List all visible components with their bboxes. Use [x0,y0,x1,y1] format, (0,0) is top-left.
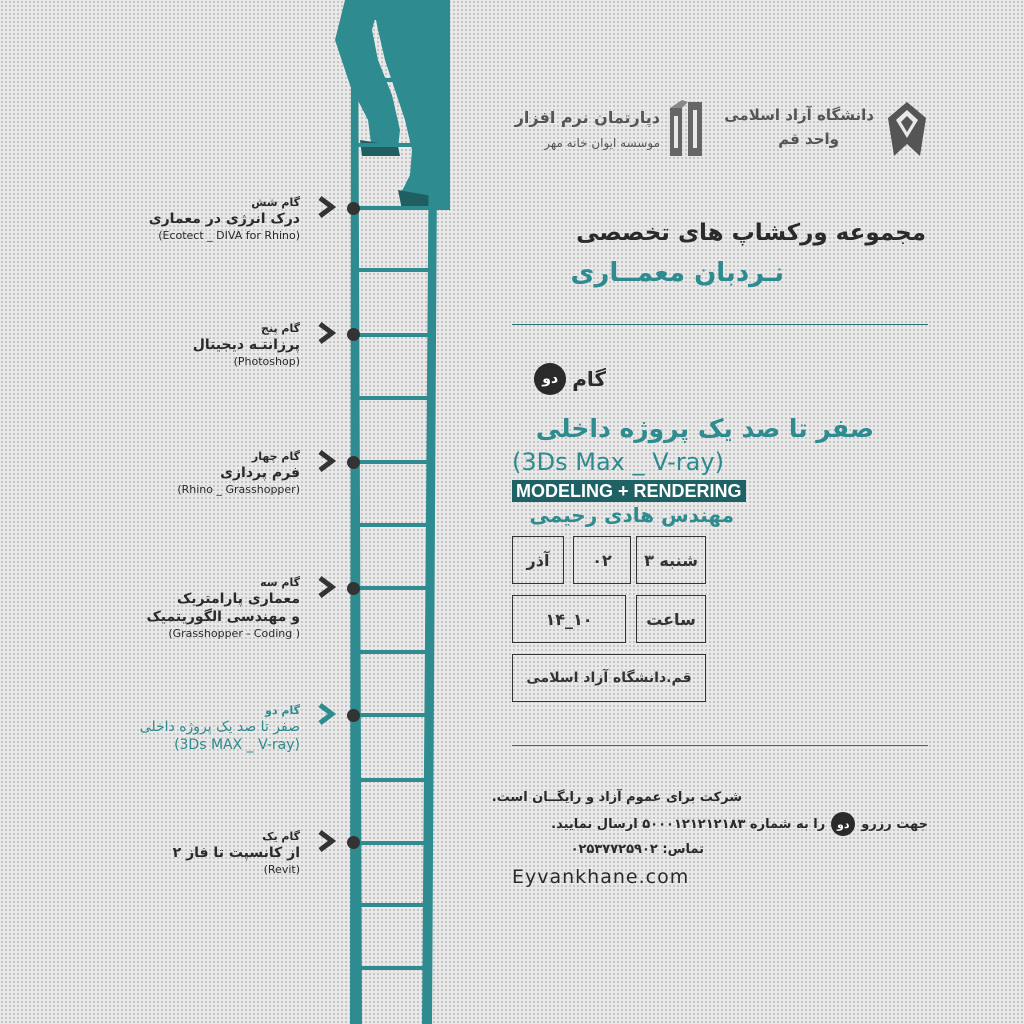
step-one [40,830,300,878]
step-software: (Revit) [263,863,300,876]
step-title: پرزانتـه دیجیتال [192,337,300,353]
divider [512,745,928,746]
chevron-right-icon [318,196,336,218]
software-dept-name: دپارتمان نرم افزار [514,108,660,127]
step-six [40,196,300,244]
step-software: (Ecotect _ DIVA for Rhino) [158,229,300,242]
software-dept-logo-icon [668,98,704,158]
chevron-right-icon [318,830,336,852]
step-software: (Grasshopper - Coding ) [168,627,300,640]
step-marker-dot [347,709,360,722]
step-four [40,450,300,498]
website-link[interactable]: Eyvankhane.com [512,866,690,888]
date-weekday: ۳ شنبه [636,536,706,584]
instructor-name: مهندس هادی رحیمی [529,503,734,527]
step-title: درک انرژی در معماری [148,211,300,227]
step-software: (Photoshop) [233,355,300,368]
azad-university-logo-icon [886,100,928,158]
location: قم.دانشگاه آزاد اسلامی [512,654,706,702]
step-marker-dot [347,456,360,469]
chevron-right-icon [318,703,336,725]
reserve-prefix: جهت رزرو [861,816,928,832]
series-name: نـردبان معمــاری [570,258,784,288]
date-day: ۰۲ [573,536,631,584]
step-title-line2: و مهندسی الگوریتمیک [146,609,300,625]
step-label: گام چهار [251,450,300,463]
divider [512,324,928,325]
step-software: (Rhino _ Grasshopper) [177,483,300,496]
azad-university-name: دانشگاه آزاد اسلامی [724,106,874,124]
step-marker-dot [347,202,360,215]
series-title: مجموعه ورکشاپ های تخصصی [576,220,926,246]
workshop-title: صفر تا صد یک پروژه داخلی [535,414,874,443]
institute-name: موسسه ایوان خانه مهر [544,136,660,150]
chevron-right-icon [318,576,336,598]
step-marker-dot [347,836,360,849]
free-note: شرکت برای عموم آزاد و رایگــان است. [491,790,742,805]
step-badge-number: دو [534,363,566,395]
step-marker-dot [347,328,360,341]
step-title: فرم پردازی [220,465,300,481]
step-five [40,322,300,370]
reserve-code: دو [831,812,855,836]
chevron-right-icon [318,322,336,344]
step-label: گام دو [265,704,300,717]
step-title: صفر تا صد یک پروژه داخلی [139,719,300,735]
step-label: گام سه [260,576,300,589]
step-software: (3Ds MAX _ V-ray) [174,737,300,753]
step-marker-dot [347,582,360,595]
time-value: ۱۴_۱۰ [512,595,626,643]
step-title: معماری پارامتریک [176,591,300,607]
step-three [40,576,300,642]
step-label: گام یک [262,830,300,843]
reserve-line [508,812,928,836]
contact-phone: تماس: ۰۲۵۳۷۷۲۵۹۰۲ [570,842,704,857]
step-label: گام پنج [261,322,300,335]
step-label: گام شش [251,196,300,209]
step-two [40,704,300,754]
step-badge [534,363,606,395]
azad-branch-name: واحد قم [778,130,839,148]
workshop-software: (3Ds Max _ V-ray) [512,448,724,476]
time-label: ساعت [636,595,706,643]
reserve-suffix: را به شماره ۵۰۰۰۱۲۱۲۱۲۱۸۳ ارسال نمایید. [551,816,826,832]
step-title: از کانسپت تا فاز ۲ [172,845,300,861]
workshop-tag: MODELING + RENDERING [512,480,746,502]
date-month: آذر [512,536,564,584]
step-badge-label: گام [572,367,606,391]
chevron-right-icon [318,450,336,472]
